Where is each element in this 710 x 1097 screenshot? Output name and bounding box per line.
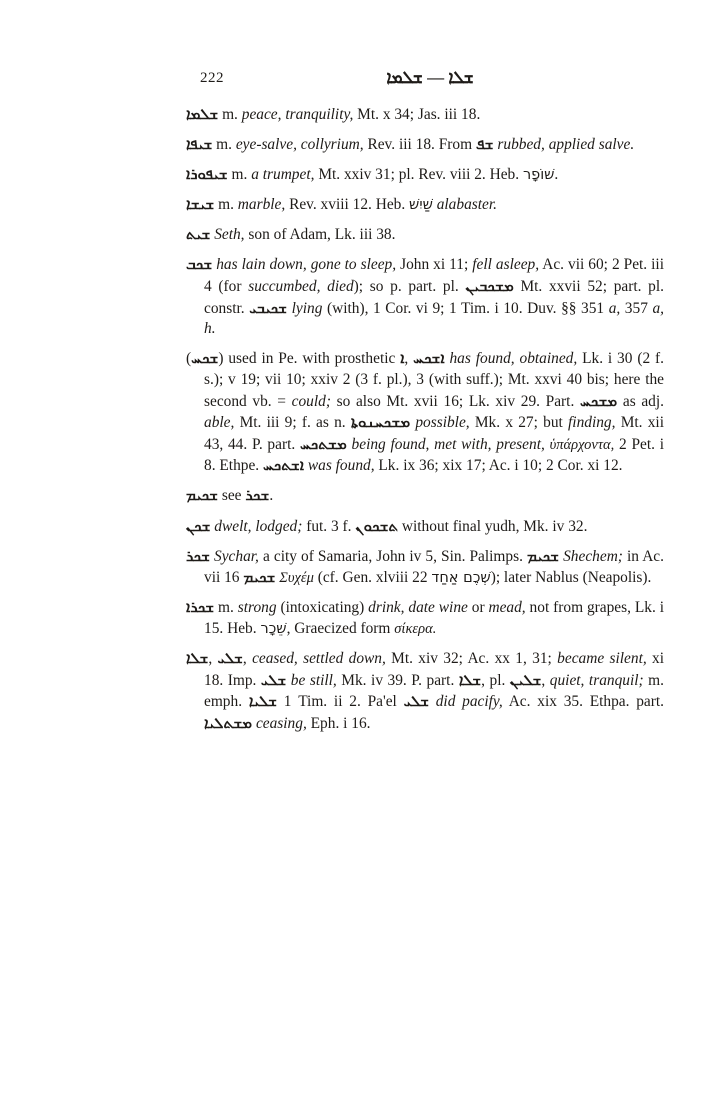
entry-text: Rev. xviii 12. Heb. [285, 196, 410, 214]
syriac-word: ܫܠܝ [403, 692, 429, 711]
syriac-word: ܬܫܟܘܢ [355, 516, 399, 535]
entry-text: fut. 3 f. [302, 517, 356, 535]
entry-text: , Graecized form [286, 619, 395, 637]
italic-gloss: Seth, [214, 226, 245, 244]
entry-shyapa [186, 134, 664, 156]
hebrew-word: שֵׁכָר [260, 620, 287, 637]
entry-text: Rev. iii 18. From [363, 136, 476, 154]
syriac-word: ܫܟܪܐ [186, 598, 215, 617]
entry-text: . [554, 166, 559, 184]
entry-text: not from grapes, Lk. i 15. Heb. [204, 599, 664, 637]
entry-text: ) used in Pe. with prosthetic [218, 350, 401, 368]
italic-gloss: quiet, tranquil; [549, 671, 644, 689]
running-head: ܫܠܐ — ܫܠܡܐ [386, 68, 474, 87]
italic-gloss: alabaster. [436, 196, 497, 214]
entry-text: see [218, 487, 246, 505]
entry-shipura [186, 164, 664, 186]
entry-text: , [404, 350, 414, 368]
entry-text: m. [214, 196, 238, 214]
syriac-word: ܫܝܦܘܪܐ [186, 165, 228, 184]
hebrew-word: שְׁכֶם אַחַד [431, 570, 491, 587]
italic-gloss: peace, tranquility, [241, 106, 354, 123]
syriac-word: ܫܝܦܐ [186, 135, 213, 154]
italic-gloss: drink, date wine [368, 599, 468, 617]
italic-gloss: fell asleep, [472, 256, 540, 274]
entry-text: in Ac. vii 16 [204, 547, 664, 587]
syriac-word: ܫܟܪ [245, 486, 270, 505]
entry-text: (cf. Gen. xlviii 22 [313, 569, 432, 587]
entry-text: Mt. iii 9; f. as n. [234, 414, 351, 432]
dictionary-entries [186, 104, 664, 743]
entry-text: Mk. iv 39. P. part. [336, 671, 459, 689]
italic-gloss: be still, [290, 671, 337, 689]
italic-gloss: a, [608, 299, 621, 317]
italic-gloss: lying [291, 299, 323, 317]
syriac-word: ܡܫܟܒܝܢ [465, 277, 514, 296]
entry-text: Ac. xix 35. Ethpa. part. [502, 693, 665, 711]
syriac-word: ܫܠܡܐ [186, 105, 219, 123]
syriac-word: ܫܝܫܐ [186, 195, 215, 214]
italic-gloss: ceasing, [255, 714, 307, 732]
entry-text: , [242, 649, 253, 667]
entry-shakra [186, 597, 664, 639]
entry-text: m. [212, 136, 236, 154]
entry-text: ); so p. part. pl. [353, 278, 466, 296]
italic-gloss: could; [291, 392, 331, 410]
italic-gloss: a trumpet, [251, 166, 315, 184]
entry-shken [186, 516, 664, 538]
italic-gloss: became silent, [557, 649, 647, 667]
syriac-word: ܫܟܝܡ [527, 546, 560, 565]
syriac-word: ܫܠܐ [186, 648, 209, 667]
entry-text: Mt. xxvii 52; part. pl. constr. [204, 278, 665, 317]
syriac-word: ܫܟܝܒܝ [249, 298, 288, 317]
italic-gloss: has found, obtained, [449, 350, 578, 368]
entry-text: (with), 1 Cor. vi 9; 1 Tim. i 10. Duv. §§ 351 [322, 299, 609, 317]
entry-text: , [208, 649, 218, 667]
syriac-word: ܡܫܬܟܚ [299, 434, 347, 453]
entry-text: Mt. xxiv 31; pl. Rev. viii 2. Heb. [314, 166, 523, 184]
syriac-word: ܫܠܝܐ [248, 692, 277, 711]
syriac-word: ܐܫܬܟܚ [263, 456, 304, 475]
entry-text: Mt. xii 43, 44. P. part. [204, 414, 664, 453]
greek-word: σίκερα. [394, 620, 437, 637]
italic-gloss: finding, [568, 414, 616, 432]
italic-gloss: possible, [415, 414, 470, 432]
entry-shkem [186, 485, 664, 507]
italic-gloss: succumbed, died [248, 278, 354, 296]
entry-text: as adj. [617, 392, 664, 410]
entry-text: m. [227, 166, 252, 184]
syriac-word: ܫܟܒ [186, 255, 213, 274]
entry-shit [186, 224, 664, 246]
italic-gloss: rubbed, applied salve. [497, 136, 635, 154]
entry-shkar [186, 546, 664, 589]
syriac-word: ܡܫܬܠܝܐ [204, 713, 253, 732]
hebrew-word: שַׁיִשׁ [409, 197, 433, 214]
entry-text: m. [218, 106, 242, 123]
syriac-word: ܫܟܚ [191, 349, 219, 368]
italic-gloss: Sychar, [214, 547, 259, 565]
hebrew-word: שׁוֹפָר [522, 167, 555, 184]
syriac-word: ܫܝܬ [186, 225, 211, 244]
entry-shkah [186, 348, 664, 477]
italic-gloss: dwelt, lodged; [214, 517, 303, 535]
entry-text [429, 693, 436, 710]
syriac-word: ܫܠܝ [260, 670, 287, 689]
italic-gloss: a, h. [204, 299, 665, 338]
entry-text: Eph. i 16. [306, 714, 371, 732]
italic-gloss: did pacify, [435, 693, 503, 711]
italic-gloss: ceased, settled down, [252, 649, 386, 667]
italic-gloss: Shechem; [563, 547, 623, 565]
page-number: 222 [200, 70, 224, 86]
entry-text: Ac. vii 60; 2 Pet. iii 4 (for [204, 256, 664, 296]
entry-text: son of Adam, Lk. iii 38. [244, 226, 396, 244]
italic-gloss: being found, met with, present, [351, 435, 545, 453]
greek-word: ὑπάρχοντα, [549, 436, 615, 453]
italic-gloss: has lain down, gone to sleep, [216, 256, 397, 274]
entry-text: 1 Tim. ii 2. Pa'el [276, 693, 404, 711]
syriac-word: ܐ [400, 349, 405, 368]
entry-text: . [269, 487, 274, 505]
syriac-word: ܐܫܟܚ [413, 349, 445, 368]
entry-text: Lk. ix 36; xix 17; Ac. i 10; 2 Cor. xi 12. [374, 457, 623, 475]
greek-word: Συχέμ [279, 570, 314, 587]
entry-text: Mk. x 27; but [469, 414, 569, 432]
entry-text: or [467, 599, 489, 617]
entry-text: xi 18. Imp. [204, 649, 665, 689]
syriac-word: ܫܠܝ [217, 648, 243, 667]
italic-gloss: was found, [307, 457, 375, 475]
syriac-word: ܫܠܝܢ [509, 670, 542, 689]
italic-gloss: marble, [237, 196, 286, 214]
entry-text: ( [186, 350, 192, 368]
italic-gloss: able, [204, 414, 235, 432]
italic-gloss: strong [237, 599, 277, 617]
entry-text: John xi 11; [396, 256, 473, 274]
italic-gloss: mead, [488, 599, 526, 617]
entry-text: so also Mt. xvii 16; Lk. xiv 29. Part. [330, 392, 580, 410]
entry-text: , [541, 671, 550, 689]
syriac-word: ܡܫܟܚܢܘܬܐ [350, 413, 411, 432]
entry-text: , pl. [481, 671, 510, 689]
syriac-word: ܫܟܝܡ [186, 486, 219, 505]
syriac-word: ܡܫܟܚ [579, 391, 618, 410]
syriac-word: ܫܟܝܡ [243, 568, 276, 587]
entry-text: m. emph. [204, 671, 664, 711]
entry-text: Mt. xiv 32; Ac. xx 1, 31; [385, 649, 558, 667]
entry-shisha [186, 194, 664, 216]
entry-shkeb [186, 254, 664, 339]
italic-gloss: eye-salve, collyrium, [235, 136, 364, 154]
entry-shlama [186, 104, 664, 126]
entry-text: ); later Nablus (Neapolis). [490, 569, 652, 587]
entry-text: 2 Pet. i 8. Ethpe. [204, 435, 665, 475]
entry-text: 357 [620, 299, 653, 317]
syriac-word: ܫܠܐ [458, 670, 482, 689]
syriac-word: ܫܦ [475, 135, 494, 154]
entry-shla [186, 648, 664, 734]
entry-text: Lk. i 30 (2 f. s.); v 19; vii 10; xxiv 2 (3 f. pl.), 3 (with suff.); Mt. xxvi 40 bis; here the second vb. = [204, 350, 664, 410]
page-header [200, 70, 660, 94]
entry-text: (intoxicating) [276, 599, 369, 617]
syriac-word: ܫܟܢ [186, 516, 211, 535]
entry-text: Mt. x 34; Jas. iii 18. [353, 106, 481, 123]
entry-text: a city of Samaria, John iv 5, Sin. Palimps. [258, 547, 528, 565]
entry-text: m. [214, 599, 238, 617]
entry-text: without final yudh, Mk. iv 32. [398, 517, 588, 535]
syriac-word: ܫܟܪ [186, 546, 210, 565]
